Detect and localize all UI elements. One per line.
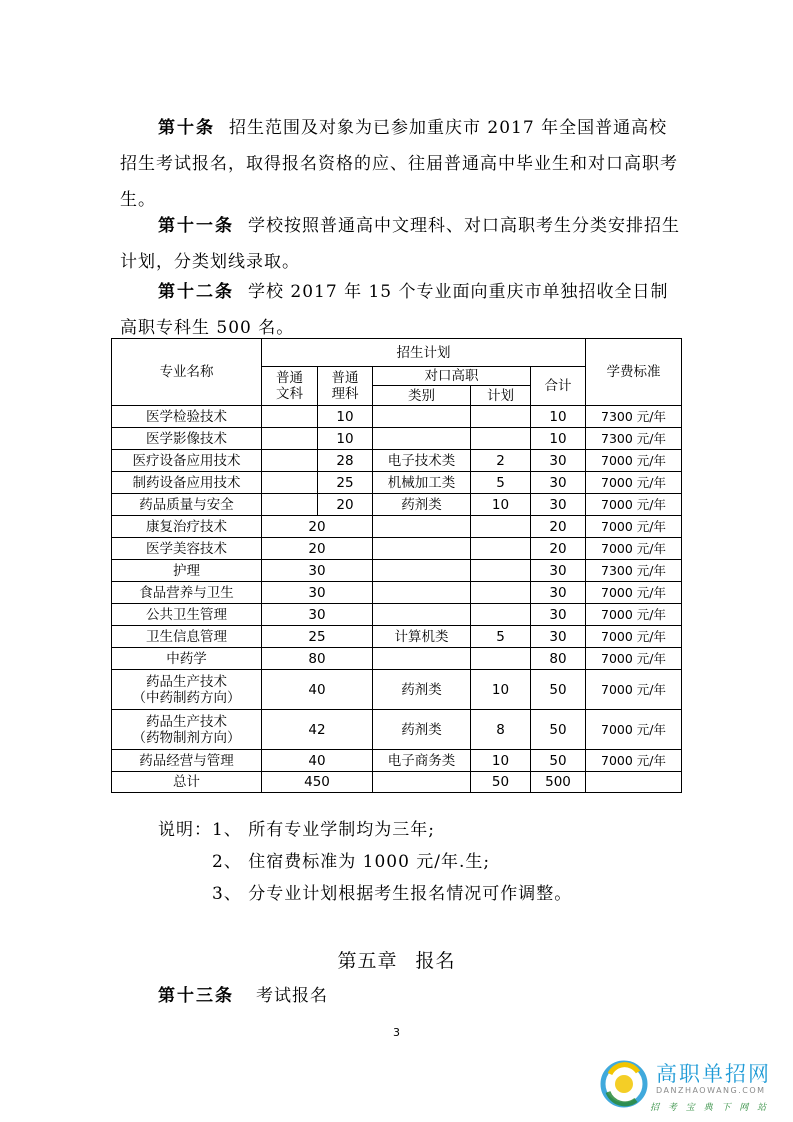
cell-arts [262,472,318,494]
cell-major: 医疗设备应用技术 [112,450,262,472]
cell-arts [262,406,318,428]
cell-arts [262,494,318,516]
cell-voc-plan [471,604,531,626]
article-12-text: 学校 2017 年 15 个专业面向重庆市单独招收全日制高职专科生 500 名。 [120,282,669,338]
cell-fee-total [586,772,682,793]
cell-voc-plan [471,582,531,604]
cell-voc-plan [471,560,531,582]
watermark [600,1058,790,1118]
cell-fee: 7000 元/年 [586,750,682,772]
cell-major: 制药设备应用技术 [112,472,262,494]
table-row [112,406,682,428]
cell-major-line2: （中药制药方向） [132,689,241,706]
cell-voc-plan: 10 [471,750,531,772]
table-row [112,582,682,604]
cell-voc-plan: 10 [471,670,531,710]
header-vocational: 对口高职 [373,367,531,386]
cell-major [112,670,262,710]
cell-total: 80 [531,648,586,670]
cell-voc-plan [471,406,531,428]
header-arts-text: 普通文科 [276,370,303,402]
cell-combined: 30 [262,604,373,626]
header-plan: 招生计划 [262,339,586,367]
cell-combined: 42 [262,710,373,750]
article-11-text: 学校按照普通高中文理科、对口高职考生分类安排招生计划，分类划线录取。 [120,216,680,272]
note-line-1 [158,818,435,842]
cell-fee: 7300 元/年 [586,406,682,428]
cell-major: 公共卫生管理 [112,604,262,626]
cell-fee: 7000 元/年 [586,604,682,626]
cell-science: 10 [318,428,373,450]
header-major: 专业名称 [112,339,262,406]
cell-combined: 30 [262,582,373,604]
table-total-row [112,772,682,793]
article-12-label: 第十二条 [158,282,234,302]
cell-total: 30 [531,626,586,648]
cell-grand-total: 500 [531,772,586,793]
table-row [112,560,682,582]
cell-combined: 40 [262,670,373,710]
cell-voc-plan: 5 [471,472,531,494]
chapter-heading [0,946,793,973]
cell-voc-plan: 5 [471,626,531,648]
header-science [318,367,373,406]
cell-voc-plan [471,538,531,560]
table-row [112,604,682,626]
cell-total: 10 [531,406,586,428]
cell-total: 50 [531,750,586,772]
cell-major: 药品质量与安全 [112,494,262,516]
cell-major: 卫生信息管理 [112,626,262,648]
cell-combined: 40 [262,750,373,772]
cell-science: 20 [318,494,373,516]
chapter-number: 第五章 [337,950,398,972]
cell-voc-plan [471,516,531,538]
cell-total: 50 [531,710,586,750]
cell-major: 医学检验技术 [112,406,262,428]
cell-fee: 7000 元/年 [586,516,682,538]
cell-fee: 7000 元/年 [586,648,682,670]
cell-category [373,604,471,626]
cell-science: 25 [318,472,373,494]
cell-combined: 20 [262,538,373,560]
table-row [112,428,682,450]
table-row [112,494,682,516]
header-arts [262,367,318,406]
note-item-3: 3、 分专业计划根据考生报名情况可作调整。 [212,884,573,904]
enrollment-plan-table [111,338,682,793]
cell-combined: 80 [262,648,373,670]
article-12 [120,274,680,346]
cell-total: 30 [531,472,586,494]
note-prefix: 说明： [158,820,212,840]
cell-voc-plan [471,648,531,670]
cell-major-line1: 药品生产技术 [146,713,227,730]
cell-major: 医学美容技术 [112,538,262,560]
header-category: 类别 [373,386,471,406]
article-13-text: 考试报名 [256,986,328,1006]
table-row [112,626,682,648]
cell-science: 28 [318,450,373,472]
cell-major-line1: 药品生产技术 [146,673,227,690]
article-10-label: 第十条 [158,118,215,138]
header-voc-plan: 计划 [471,386,531,406]
cell-fee: 7000 元/年 [586,472,682,494]
cell-category [373,582,471,604]
logo-icon [600,1058,650,1110]
table-row [112,538,682,560]
cell-total-label: 总计 [112,772,262,793]
cell-voc-plan [471,428,531,450]
page-number: 3 [393,1026,400,1039]
cell-combined: 20 [262,516,373,538]
cell-major-line2: （药物制剂方向） [132,729,241,746]
cell-major: 护理 [112,560,262,582]
cell-category: 药剂类 [373,670,471,710]
cell-category [373,648,471,670]
cell-combined: 30 [262,560,373,582]
cell-category [373,406,471,428]
article-11-label: 第十一条 [158,216,234,236]
article-13-label: 第十三条 [158,986,234,1006]
table-row [112,516,682,538]
cell-total: 30 [531,604,586,626]
cell-total: 10 [531,428,586,450]
watermark-slogan: 招 考 宝 典 下 网 站 [650,1103,770,1113]
cell-fee: 7300 元/年 [586,428,682,450]
cell-total: 20 [531,516,586,538]
cell-total: 20 [531,538,586,560]
cell-category: 电子技术类 [373,450,471,472]
cell-total: 30 [531,560,586,582]
cell-fee: 7000 元/年 [586,494,682,516]
cell-arts [262,428,318,450]
cell-major: 药品经营与管理 [112,750,262,772]
cell-combined-total: 450 [262,772,373,793]
cell-total: 50 [531,670,586,710]
watermark-name: 高职单招网 [656,1062,771,1086]
cell-major: 医学影像技术 [112,428,262,450]
cell-major: 食品营养与卫生 [112,582,262,604]
cell-category: 药剂类 [373,494,471,516]
cell-category: 药剂类 [373,710,471,750]
cell-total: 30 [531,494,586,516]
note-item-2: 2、 住宿费标准为 1000 元/年.生; [212,852,491,872]
watermark-domain: DANZHAOWANG.COM [656,1086,766,1095]
cell-science: 10 [318,406,373,428]
cell-major: 康复治疗技术 [112,516,262,538]
table-row [112,450,682,472]
note-item-1: 1、 所有专业学制均为三年; [212,820,435,840]
cell-voc-plan-total: 50 [471,772,531,793]
cell-category: 计算机类 [373,626,471,648]
table-row [112,750,682,772]
cell-major [112,710,262,750]
cell-fee: 7000 元/年 [586,582,682,604]
cell-total: 30 [531,450,586,472]
cell-combined: 25 [262,626,373,648]
cell-category [373,428,471,450]
cell-voc-plan: 2 [471,450,531,472]
cell-arts [262,450,318,472]
table-row [112,648,682,670]
cell-category [373,538,471,560]
article-11 [120,208,680,280]
cell-category: 电子商务类 [373,750,471,772]
cell-fee: 7300 元/年 [586,560,682,582]
cell-fee: 7000 元/年 [586,710,682,750]
header-total: 合计 [531,367,586,406]
header-science-text: 普通理科 [331,370,359,402]
cell-category [373,516,471,538]
cell-fee: 7000 元/年 [586,670,682,710]
cell-fee: 7000 元/年 [586,626,682,648]
header-fee: 学费标准 [586,339,682,406]
cell-voc-plan: 8 [471,710,531,750]
cell-category: 机械加工类 [373,472,471,494]
table-row [112,710,682,750]
chapter-title: 报名 [415,950,456,972]
cell-total: 30 [531,582,586,604]
cell-category [373,560,471,582]
article-10 [120,110,680,218]
article-13 [158,981,328,1006]
cell-major: 中药学 [112,648,262,670]
article-10-text: 招生范围及对象为已参加重庆市 2017 年全国普通高校招生考试报名，取得报名资格的应、往届普通高中毕业生和对口高职考生。 [120,118,678,210]
cell-voc-plan: 10 [471,494,531,516]
table-row [112,670,682,710]
cell-category-total [373,772,471,793]
cell-fee: 7000 元/年 [586,538,682,560]
cell-fee: 7000 元/年 [586,450,682,472]
table-row [112,472,682,494]
